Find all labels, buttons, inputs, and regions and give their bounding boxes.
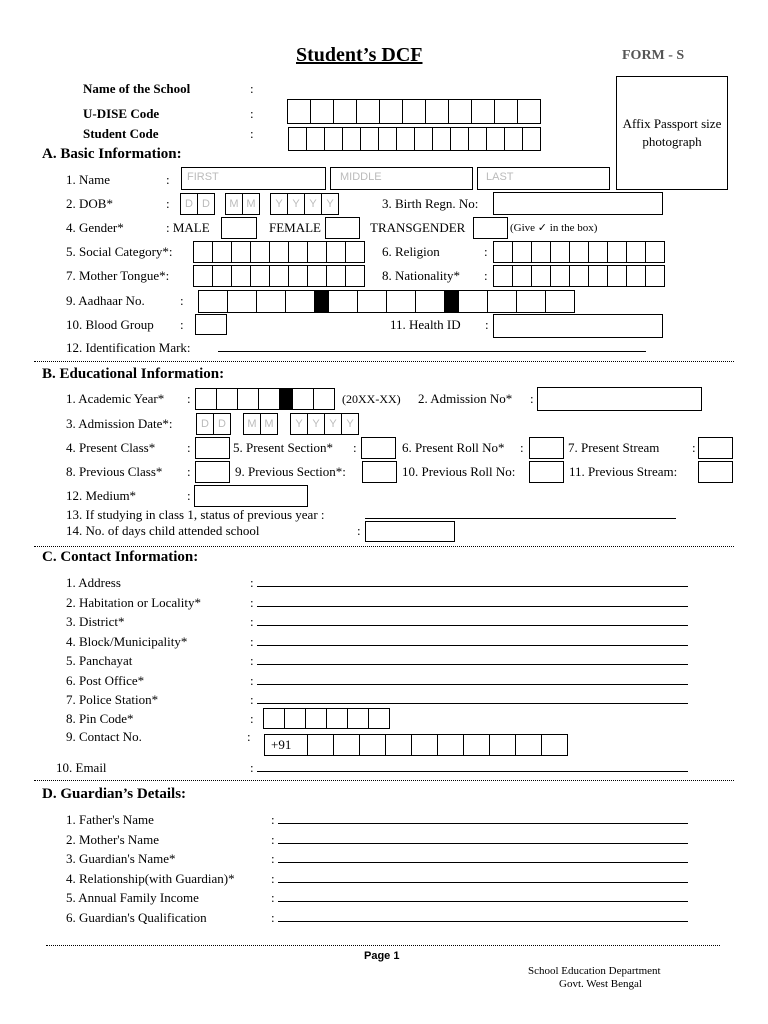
colon: : (250, 653, 254, 668)
colon: : (271, 812, 275, 827)
colon: : (250, 692, 254, 707)
colon: : (250, 126, 254, 141)
address-input[interactable] (257, 586, 688, 587)
colon: : (247, 729, 251, 744)
colon: : (250, 634, 254, 649)
department-name: School Education Department (528, 965, 661, 977)
academic-year-label: 1. Academic Year* (66, 391, 165, 406)
colon: : (250, 595, 254, 610)
present-class-label: 4. Present Class* (66, 440, 156, 455)
colon: : (520, 440, 524, 455)
colon: : (484, 244, 488, 259)
colon: : (187, 488, 191, 503)
class1-status-input[interactable] (365, 518, 676, 519)
student-code-input[interactable] (288, 127, 540, 151)
section-divider (34, 546, 734, 547)
colon: : (484, 268, 488, 283)
udise-input[interactable] (287, 99, 540, 124)
colon: : (353, 440, 357, 455)
form-id: FORM - S (622, 48, 685, 63)
page-number: Page 1 (364, 950, 400, 962)
school-name-label: Name of the School (83, 81, 191, 96)
colon: : (250, 760, 254, 775)
guardian-name-label: 3. Guardian's Name* (66, 851, 176, 866)
social-category-label: 5. Social Category*: (66, 244, 173, 259)
section-divider (34, 780, 734, 781)
section-contact-heading: C. Contact Information: (42, 549, 199, 565)
colon: : (180, 293, 184, 308)
colon: : (271, 832, 275, 847)
identification-mark-label: 12. Identification Mark: (66, 340, 191, 355)
academic-year-hint: (20XX-XX) (342, 392, 401, 406)
first-name-placeholder: FIRST (187, 171, 219, 183)
family-income-input[interactable] (278, 901, 688, 902)
phone-prefix: +91 (264, 734, 308, 756)
previous-section-label: 9. Previous Section*: (235, 464, 346, 479)
blood-group-label: 10. Blood Group (66, 317, 154, 332)
name-label: 1. Name (66, 172, 111, 187)
colon: : (271, 890, 275, 905)
admission-date-label: 3. Admission Date*: (66, 416, 173, 431)
health-id-input[interactable] (493, 314, 663, 338)
present-stream-label: 7. Present Stream (568, 440, 660, 455)
form-title: Student’s DCF (296, 44, 423, 66)
mother-name-label: 2. Mother's Name (66, 832, 159, 847)
district-label: 3. District* (66, 614, 125, 629)
panchayat-label: 5. Panchayat (66, 653, 133, 668)
academic-year-input[interactable] (195, 388, 334, 410)
guardian-name-input[interactable] (278, 862, 688, 863)
health-id-label: 11. Health ID (390, 317, 461, 332)
previous-stream-label: 11. Previous Stream: (569, 464, 678, 479)
identification-mark-input[interactable] (218, 351, 646, 352)
blood-group-input[interactable] (195, 314, 227, 335)
admission-no-input[interactable] (537, 387, 702, 411)
contact-no-label: 9. Contact No. (66, 729, 142, 744)
email-input[interactable] (257, 771, 688, 772)
footer-divider (46, 945, 720, 946)
locality-input[interactable] (257, 606, 688, 607)
relationship-label: 4. Relationship(with Guardian)* (66, 871, 235, 886)
father-name-label: 1. Father's Name (66, 812, 154, 827)
colon: : (271, 871, 275, 886)
colon: : (357, 523, 361, 538)
colon: : (187, 464, 191, 479)
section-divider (34, 361, 734, 362)
gender-transgender-checkbox[interactable] (473, 217, 508, 239)
colon: : (250, 673, 254, 688)
admission-date-input[interactable]: D D M M Y Y Y Y (196, 413, 358, 435)
previous-roll-label: 10. Previous Roll No: (402, 464, 516, 479)
contact-no-input[interactable] (264, 734, 567, 756)
block-label: 4. Block/Municipality* (66, 634, 188, 649)
birth-regn-input[interactable] (493, 192, 663, 215)
colon: : (530, 391, 534, 406)
mother-name-input[interactable] (278, 843, 688, 844)
colon: : (271, 851, 275, 866)
gender-male-label: : MALE (166, 220, 210, 235)
dob-label: 2. DOB* (66, 196, 113, 211)
colon: : (485, 317, 489, 332)
days-attended-label: 14. No. of days child attended school (66, 523, 260, 538)
family-income-label: 5. Annual Family Income (66, 890, 199, 905)
pin-code-input[interactable] (263, 708, 389, 729)
colon: : (250, 81, 254, 96)
gender-female-checkbox[interactable] (325, 217, 360, 239)
block-input[interactable] (257, 645, 688, 646)
student-code-label: Student Code (83, 126, 159, 141)
colon: : (250, 614, 254, 629)
passport-photo-box[interactable]: Affix Passport size photograph (616, 76, 728, 190)
colon: : (180, 317, 184, 332)
relationship-input[interactable] (278, 882, 688, 883)
previous-class-label: 8. Previous Class* (66, 464, 163, 479)
mother-tongue-input[interactable] (193, 265, 364, 287)
father-name-input[interactable] (278, 823, 688, 824)
previous-stream-input[interactable] (698, 461, 733, 483)
police-station-label: 7. Police Station* (66, 692, 159, 707)
colon: : (187, 391, 191, 406)
religion-label: 6. Religion (382, 244, 440, 259)
colon: : (166, 196, 170, 211)
guardian-qualification-label: 6. Guardian's Qualification (66, 910, 207, 925)
dob-input[interactable]: D D M M Y Y Y Y (180, 193, 338, 215)
present-section-label: 5. Present Section* (233, 440, 334, 455)
guardian-qualification-input[interactable] (278, 921, 688, 922)
previous-class-input[interactable] (195, 461, 230, 483)
middle-name-placeholder: MIDDLE (340, 171, 382, 183)
present-section-input[interactable] (361, 437, 396, 459)
police-station-input[interactable] (257, 703, 688, 704)
last-name-placeholder: LAST (486, 171, 514, 183)
colon: : (692, 440, 696, 455)
present-roll-label: 6. Present Roll No* (402, 440, 505, 455)
district-input[interactable] (257, 625, 688, 626)
nationality-label: 8. Nationality* (382, 268, 460, 283)
previous-roll-input[interactable] (529, 461, 564, 483)
medium-input[interactable] (194, 485, 308, 507)
previous-section-input[interactable] (362, 461, 397, 483)
nationality-input[interactable] (493, 265, 664, 287)
present-stream-input[interactable] (698, 437, 733, 459)
colon: : (250, 106, 254, 121)
medium-label: 12. Medium* (66, 488, 137, 503)
present-roll-input[interactable] (529, 437, 564, 459)
colon: : (250, 575, 254, 590)
religion-input[interactable] (493, 241, 664, 263)
locality-label: 2. Habitation or Locality* (66, 595, 202, 610)
pin-code-label: 8. Pin Code* (66, 711, 134, 726)
section-edu-heading: B. Educational Information: (42, 366, 225, 382)
panchayat-input[interactable] (257, 664, 688, 665)
gender-label: 4. Gender* (66, 220, 124, 235)
social-category-input[interactable] (193, 241, 364, 263)
colon: : (250, 711, 254, 726)
aadhaar-label: 9. Aadhaar No. (66, 293, 145, 308)
gender-male-checkbox[interactable] (221, 217, 257, 239)
post-office-input[interactable] (257, 684, 688, 685)
section-guardian-heading: D. Guardian’s Details: (42, 786, 187, 802)
udise-label: U-DISE Code (83, 106, 160, 121)
days-attended-input[interactable] (365, 521, 455, 542)
government-name: Govt. West Bengal (559, 978, 642, 990)
colon: : (271, 910, 275, 925)
address-label: 1. Address (66, 575, 121, 590)
post-office-label: 6. Post Office* (66, 673, 145, 688)
mother-tongue-label: 7. Mother Tongue*: (66, 268, 170, 283)
gender-hint: (Give ✓ in the box) (510, 222, 598, 234)
birth-regn-label: 3. Birth Regn. No: (382, 196, 479, 211)
colon: : (166, 172, 170, 187)
colon: : (187, 440, 191, 455)
class1-status-label: 13. If studying in class 1, status of previous year : (66, 507, 325, 522)
gender-female-label: FEMALE (269, 220, 321, 235)
present-class-input[interactable] (195, 437, 230, 459)
section-basic-heading: A. Basic Information: (42, 146, 182, 162)
email-label: 10. Email (56, 760, 107, 775)
admission-no-label: 2. Admission No* (418, 391, 513, 406)
aadhaar-input[interactable] (198, 290, 574, 313)
gender-transgender-label: TRANSGENDER (370, 220, 466, 235)
